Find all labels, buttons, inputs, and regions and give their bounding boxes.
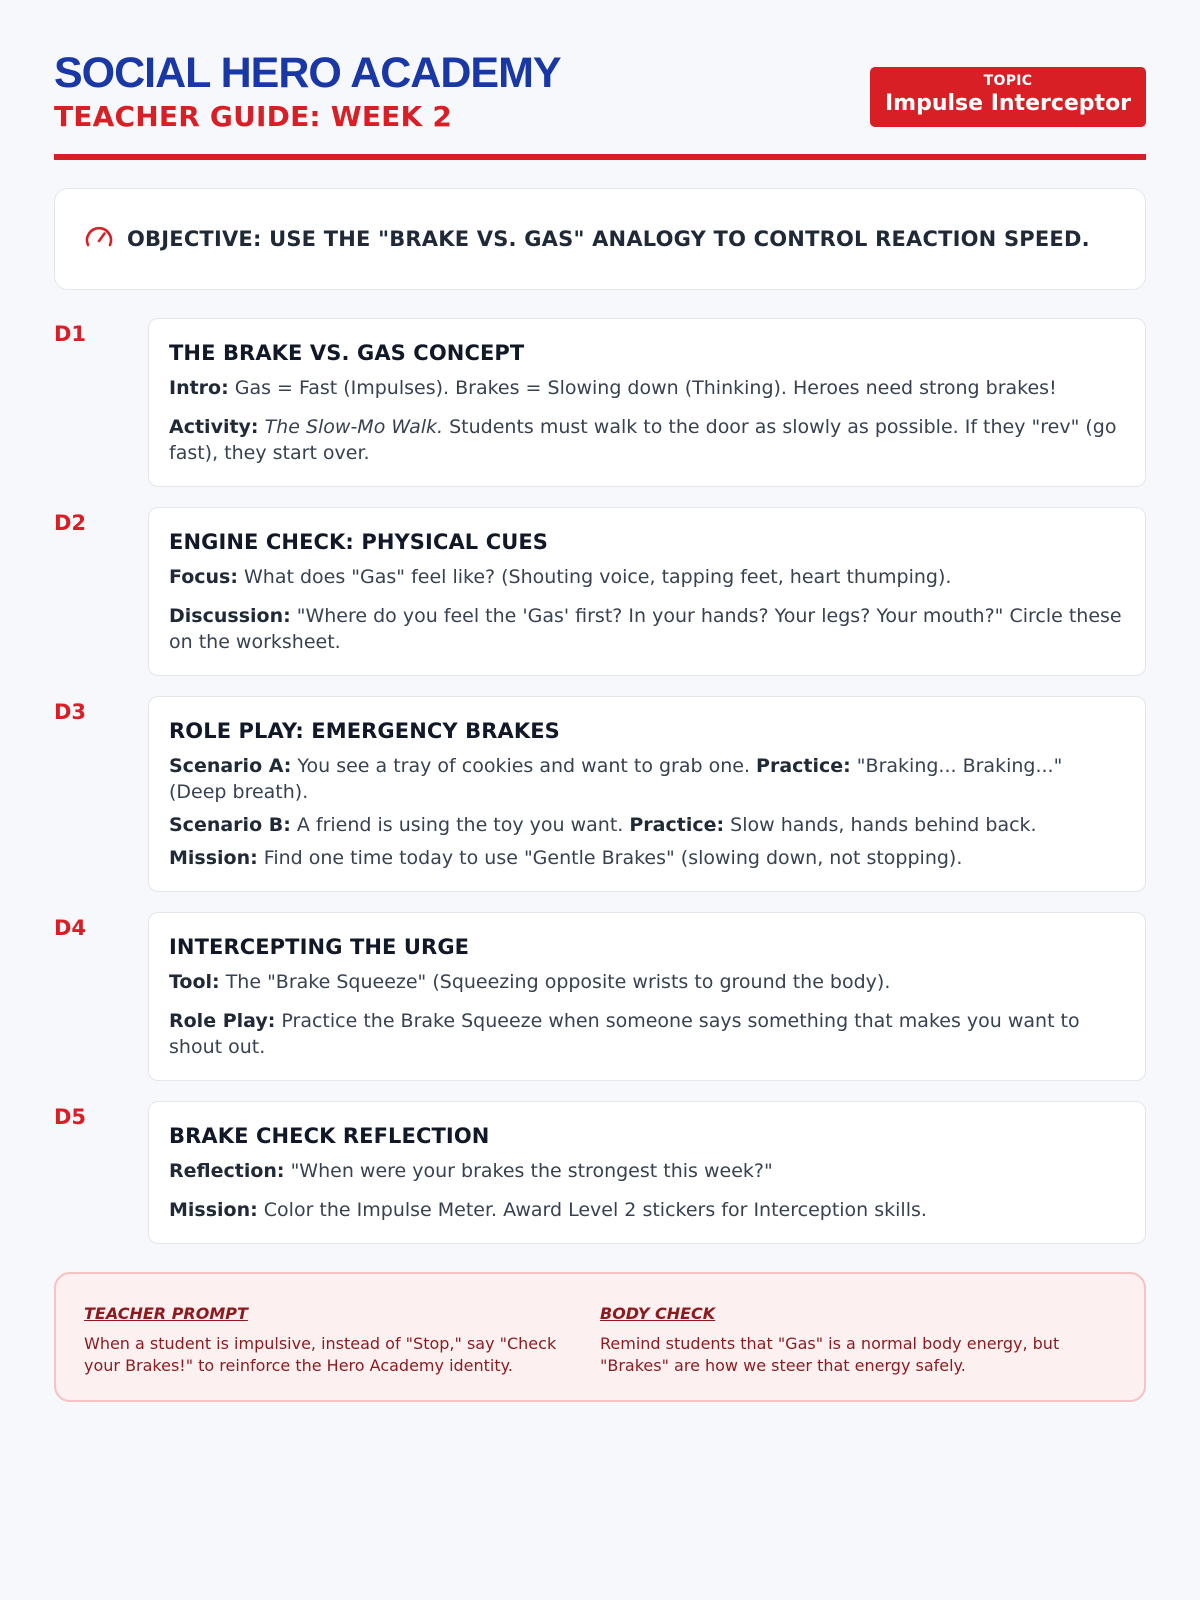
teacher-notes — [54, 1272, 1146, 1402]
line-text: Find one time today to use "Gentle Brakes" (slowing down, not stopping). — [257, 847, 963, 869]
day-line — [169, 1008, 1125, 1060]
line-label: Reflection: — [169, 1160, 285, 1182]
topic-label: TOPIC — [983, 73, 1033, 89]
day-line — [169, 375, 1125, 401]
day-line — [169, 603, 1125, 655]
day-label: D4 — [54, 916, 87, 940]
day-line — [169, 1197, 1125, 1223]
day-line — [169, 753, 1125, 805]
day-title: BRAKE CHECK REFLECTION — [169, 1124, 490, 1148]
line-label: Scenario B: — [169, 814, 291, 836]
body-check-title: BODY CHECK — [600, 1304, 716, 1323]
line-label: Role Play: — [169, 1010, 276, 1032]
gauge-icon — [83, 221, 127, 257]
line-text: Color the Impulse Meter. Award Level 2 stickers for Interception skills. — [257, 1199, 927, 1221]
day-line — [169, 845, 1125, 871]
line-label: Scenario A: — [169, 755, 292, 777]
guide-subtitle: TEACHER GUIDE: WEEK 2 — [54, 100, 453, 133]
day-section — [54, 912, 1146, 1081]
teacher-prompt-text: When a student is impulsive, instead of "Stop," say "Check your Brakes!" to reinforce the Hero Academy identity. — [84, 1334, 557, 1375]
header — [54, 50, 1146, 160]
day-title: THE BRAKE VS. GAS CONCEPT — [169, 341, 525, 365]
body-check-note — [600, 1304, 1116, 1400]
day-label: D1 — [54, 322, 87, 346]
day-card — [148, 1101, 1146, 1244]
line-text: What does "Gas" feel like? (Shouting voice, tapping feet, heart thumping). — [237, 566, 952, 588]
teacher-prompt-title: TEACHER PROMPT — [84, 1304, 248, 1323]
day-card — [148, 318, 1146, 487]
day-label: D2 — [54, 511, 87, 535]
topic-badge — [870, 67, 1146, 127]
line-text: "When were your brakes the strongest this week?" — [284, 1160, 773, 1182]
line-text: You see a tray of cookies and want to grab one. — [291, 755, 757, 777]
day-line — [169, 969, 1125, 995]
brand-title: SOCIAL HERO ACADEMY — [54, 49, 561, 97]
line-label: Focus: — [169, 566, 238, 588]
day-card — [148, 912, 1146, 1081]
line-text: The "Brake Squeeze" (Squeezing opposite wrists to ground the body). — [219, 971, 891, 993]
day-line — [169, 564, 1125, 590]
line-text: Students must walk to the door as slowly as possible. If they "rev" (go fast), they start over. — [169, 416, 1117, 464]
objective-text: OBJECTIVE: USE THE "BRAKE VS. GAS" ANALOGY TO CONTROL REACTION SPEED. — [127, 227, 1090, 251]
line-text: A friend is using the toy you want. — [290, 814, 630, 836]
day-line — [169, 1158, 1125, 1184]
objective-box — [54, 188, 1146, 290]
line-italic: The Slow-Mo Walk. — [258, 416, 444, 438]
day-title: ROLE PLAY: EMERGENCY BRAKES — [169, 719, 560, 743]
day-label: D3 — [54, 700, 87, 724]
day-label: D5 — [54, 1105, 87, 1129]
body-check-text: Remind students that "Gas" is a normal body energy, but "Brakes" are how we steer that energy safely. — [600, 1334, 1060, 1375]
line-text: Slow hands, hands behind back. — [724, 814, 1037, 836]
line-text: Gas = Fast (Impulses). Brakes = Slowing down (Thinking). Heroes need strong brakes! — [228, 377, 1057, 399]
line-label: Tool: — [169, 971, 220, 993]
day-section — [54, 507, 1146, 676]
topic-value: Impulse Interceptor — [884, 91, 1132, 116]
line-label: Mission: — [169, 1199, 258, 1221]
line-label: Practice: — [756, 755, 851, 777]
day-title: INTERCEPTING THE URGE — [169, 935, 470, 959]
line-label: Discussion: — [169, 605, 291, 627]
line-label: Activity: — [169, 416, 259, 438]
line-label: Mission: — [169, 847, 258, 869]
day-section — [54, 696, 1146, 892]
day-card — [148, 696, 1146, 892]
line-text: Practice the Brake Squeeze when someone says something that makes you want to shout out. — [169, 1010, 1080, 1058]
line-label: Intro: — [169, 377, 229, 399]
day-line — [169, 812, 1125, 838]
teacher-prompt-note — [84, 1304, 600, 1400]
day-section — [54, 318, 1146, 487]
day-card — [148, 507, 1146, 676]
line-text: "Braking... Braking..." (Deep breath). — [169, 755, 1063, 803]
line-text: "Where do you feel the 'Gas' first? In your hands? Your legs? Your mouth?" Circle these on the worksheet. — [169, 605, 1122, 653]
day-line — [169, 414, 1125, 466]
day-section — [54, 1101, 1146, 1244]
day-title: ENGINE CHECK: PHYSICAL CUES — [169, 530, 549, 554]
line-label: Practice: — [629, 814, 725, 836]
